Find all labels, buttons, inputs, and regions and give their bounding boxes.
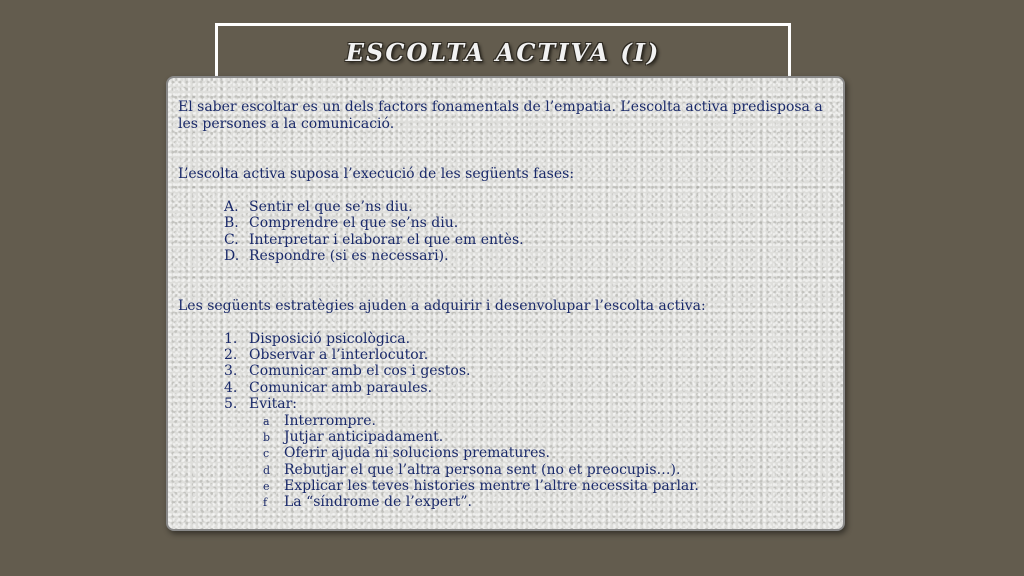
list-item	[178, 396, 833, 412]
list-item-text: Comprendre el que se’ns diu.	[249, 215, 459, 232]
list-item-text: Disposició psicològica.	[249, 330, 411, 347]
sub-list-item	[178, 429, 833, 445]
list-marker: 4.	[224, 379, 238, 396]
sub-list-item	[178, 478, 833, 494]
list-item-text: Evitar:	[249, 396, 297, 413]
intro-paragraph: El saber escoltar es un dels factors fonamentals de l’empatia. L’escolta activa predisposa a les persones a la comunicació.	[178, 99, 823, 132]
list-item	[178, 380, 833, 396]
phases-intro: L’escolta activa suposa l’execució de les següents fases:	[178, 166, 575, 182]
list-item	[178, 363, 833, 379]
list-marker: 1.	[224, 330, 238, 347]
list-item-text: Observar a l’interlocutor.	[249, 346, 429, 363]
list-item-text: Comunicar amb el cos i gestos.	[249, 363, 471, 380]
sub-list-item-text: Interrompre.	[284, 412, 376, 429]
list-marker: D.	[224, 248, 240, 265]
strategies-intro: Les següents estratègies ajuden a adquirir i desenvolupar l’escolta activa:	[178, 297, 706, 314]
sub-list-item-text: Jutjar anticipadament.	[284, 428, 444, 445]
list-marker: 5.	[224, 396, 238, 413]
list-marker: 3.	[224, 363, 238, 380]
list-item-text: Interpretar i elaborar el que em entès.	[249, 231, 524, 248]
list-marker: 2.	[224, 346, 238, 363]
sub-list-item	[178, 413, 833, 429]
list-marker: A.	[224, 199, 239, 215]
sub-list-item	[178, 494, 833, 510]
sub-list-item-text: La “síndrome de l’expert”.	[284, 494, 473, 511]
list-marker: B.	[224, 215, 239, 232]
slide-body	[178, 99, 833, 511]
list-item	[178, 347, 833, 363]
slide-title: ESCOLTA ACTIVA (I)	[345, 38, 661, 67]
list-marker: C.	[224, 231, 239, 248]
list-item	[178, 199, 833, 215]
sub-list-marker: b	[263, 430, 271, 444]
sub-list-item-text: Rebutjar el que l’altra persona sent (no et preocupis…).	[284, 461, 681, 478]
list-item-text: Respondre (si es necessari).	[249, 248, 449, 265]
list-item-text: Sentir el que se’ns diu.	[249, 199, 413, 215]
list-item-text: Comunicar amb paraules.	[249, 379, 433, 396]
sub-list-marker: c	[263, 447, 270, 461]
strategies-list	[178, 331, 833, 413]
list-item	[178, 248, 833, 264]
sub-list-item-text: Explicar les teves histories mentre l’altre necessita parlar.	[284, 478, 699, 495]
phases-list	[178, 199, 833, 265]
sub-list-item	[178, 462, 833, 478]
avoid-list	[178, 413, 833, 511]
sub-list-marker: e	[263, 480, 270, 494]
sub-list-item	[178, 445, 833, 461]
list-item	[178, 331, 833, 347]
list-item	[178, 215, 833, 231]
title-frame	[215, 23, 791, 83]
sub-list-marker: f	[263, 496, 268, 510]
sub-list-marker: a	[263, 414, 270, 428]
sub-list-item-text: Oferir ajuda ni solucions prematures.	[284, 445, 550, 462]
list-item	[178, 232, 833, 248]
sub-list-marker: d	[263, 463, 271, 477]
